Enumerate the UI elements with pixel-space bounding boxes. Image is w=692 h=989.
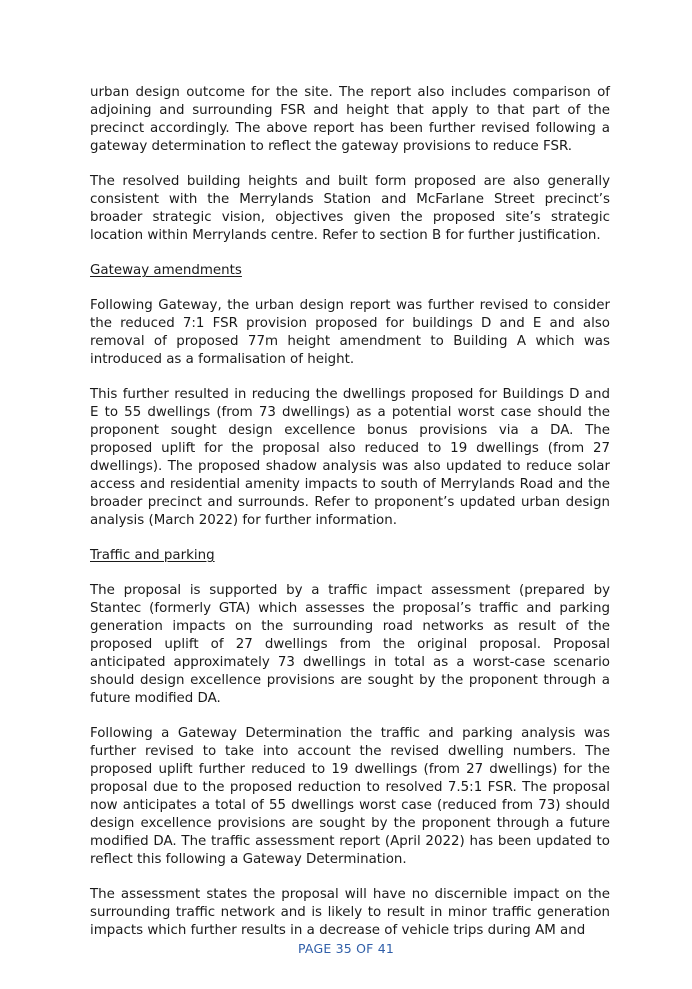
paragraph-traffic-impact-assessment: The proposal is supported by a traffic impact assessment (prepared by Stantec (formerly GTA) which assesses the proposal’s traffic and parking generation impacts on the surrounding road networks as result of the proposed uplift of 27 dwellings from the original proposal. Proposal anticipated approximately 73 dwellings in total as a worst-case scenario should design excellence provisions are sought by the proponent through a future modified DA. xyxy=(90,583,610,706)
page-number-footer: PAGE 35 OF 41 xyxy=(297,941,394,956)
paragraph-assessment-statement: The assessment states the proposal will have no discernible impact on the surrounding traffic network and is likely to result in minor traffic generation impacts which further results in a decrease of vehicle trips during AM and xyxy=(90,887,610,938)
paragraph-dwellings-reduction: This further resulted in reducing the dwellings proposed for Buildings D and E to 55 dwellings (from 73 dwellings) as a potential worst case should the proponent sought design excellence bonus provisions via a DA. The proposed uplift for the proposal also reduced to 19 dwellings (from 27 dwellings). The proposed shadow analysis was also updated to reduce solar access and residential amenity impacts to south of Merrylands Road and the broader precinct and surrounds. Refer to proponent’s updated urban design analysis (March 2022) for further information. xyxy=(90,387,610,528)
heading-gateway-amendments: Gateway amendments xyxy=(90,263,242,278)
document-body xyxy=(90,84,610,957)
paragraph-building-heights: The resolved building heights and built form proposed are also generally consistent with the Merrylands Station and McFarlane Street precinct’s broader strategic vision, objectives given the proposed site’s strategic location within Merrylands centre. Refer to section B for further justification. xyxy=(90,174,610,243)
paragraph-urban-design-outcome: urban design outcome for the site. The report also includes comparison of adjoining and surrounding FSR and height that apply to that part of the precinct accordingly. The above report has been further revised following a gateway determination to reflect the gateway provisions to reduce FSR. xyxy=(90,85,610,154)
paragraph-following-gateway: Following Gateway, the urban design report was further revised to consider the reduced 7:1 FSR provision proposed for buildings D and E and also removal of proposed 77m height amendment to Building A which was introduced as a formalisation of height. xyxy=(90,298,610,367)
heading-traffic-and-parking: Traffic and parking xyxy=(90,548,215,563)
paragraph-traffic-revision: Following a Gateway Determination the traffic and parking analysis was further revised to take into account the revised dwelling numbers. The proposed uplift further reduced to 19 dwellings (from 27 dwellings) for the proposal due to the proposed reduction to resolved 7.5:1 FSR. The proposal now anticipates a total of 55 dwellings worst case (reduced from 73) should design excellence provisions are sought by the proponent through a future modified DA. The traffic assessment report (April 2022) has been updated to reflect this following a Gateway Determination. xyxy=(90,726,610,867)
